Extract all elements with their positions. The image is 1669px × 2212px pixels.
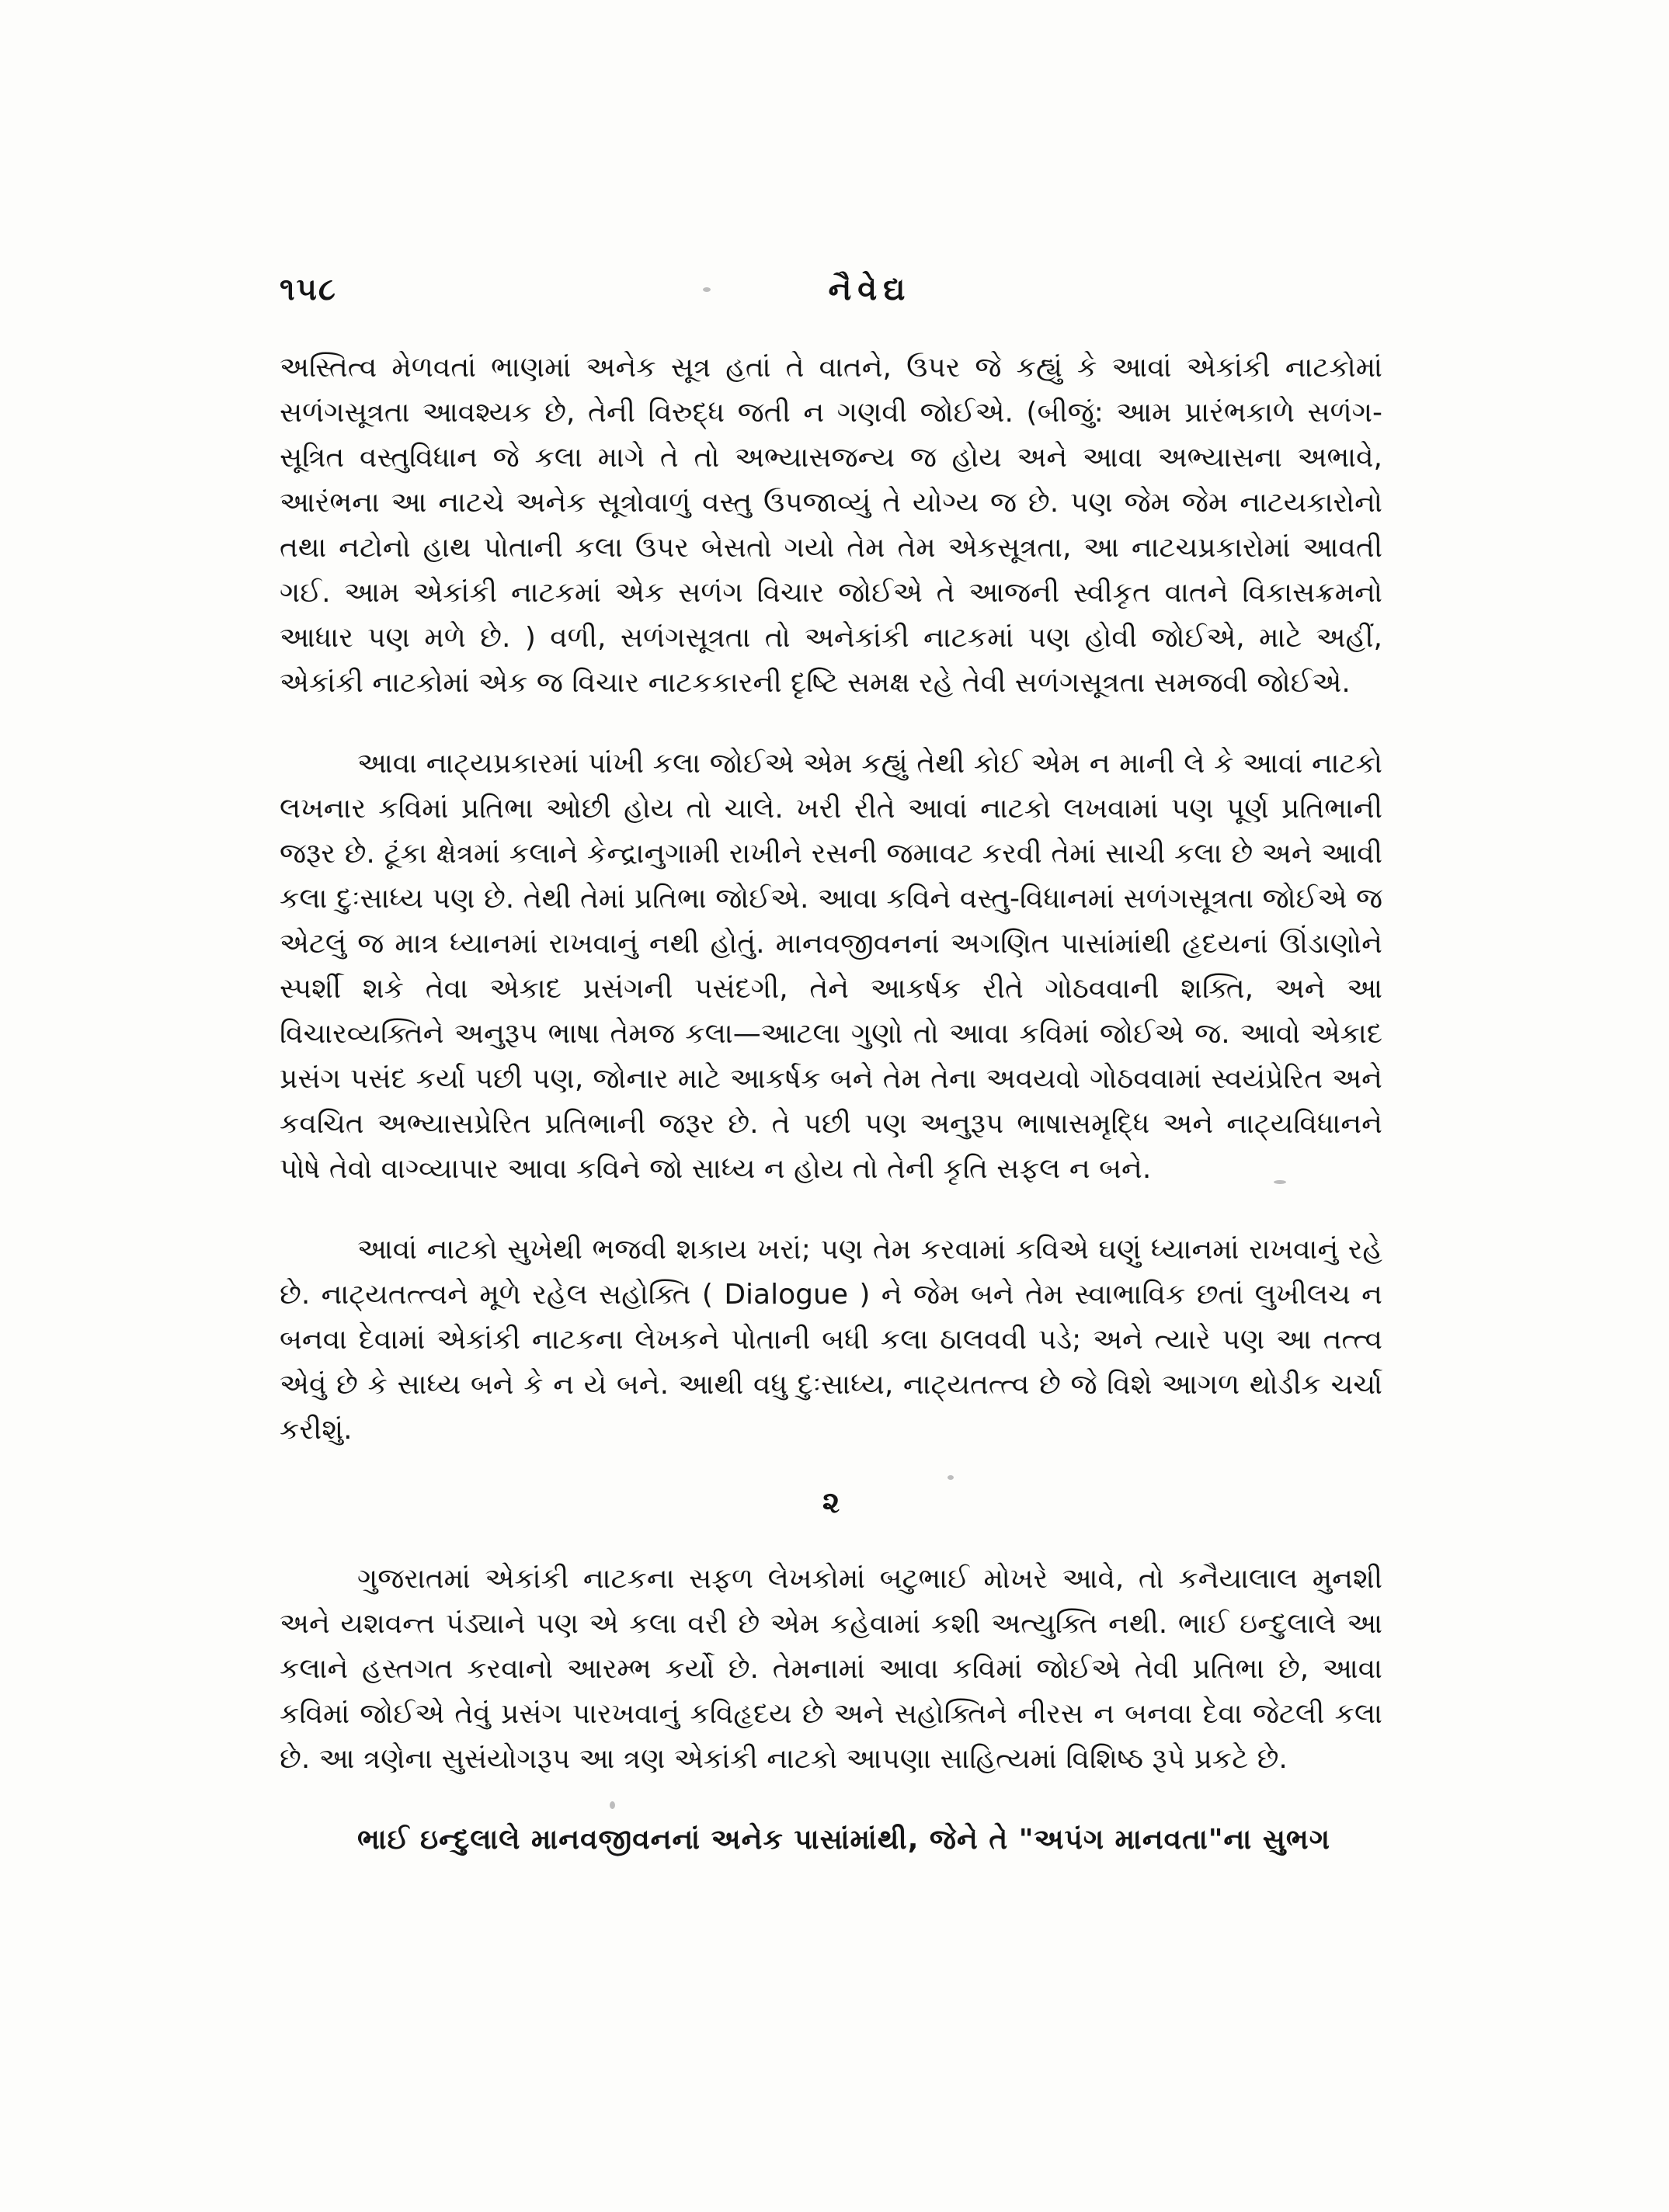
paragraph-1: અસ્તિત્વ મેળવતાં ભાણમાં અનેક સૂત્ર હતાં તે વાતને, ઉપર જે કહ્યું કે આવાં એકાંકી નાટકોમાં સળંગસૂત્રતા આવશ્યક છે, તેની વિરુદ્ધ જતી ન ગણવી જોઈએ. (બીજું: આમ પ્રારંભકાળે સળંગ-સૂત્રિત વસ્તુવિધાન જે કલા માગે તે તો અભ્યાસજન્ય જ હોય અને આવા અભ્યાસના અભાવે, આરંભના આ નાટચે અનેક સૂત્રોવાળું વસ્તુ ઉપજાવ્યું તે યોગ્ય જ છે. પણ જેમ જેમ નાટયકારોનો તથા નટોનો હાથ પોતાની કલા ઉપર બેસતો ગયો તેમ તેમ એકસૂત્રતા, આ નાટચપ્રકારોમાં આવતી ગઈ. આમ એકાંકી નાટકમાં એક સળંગ વિચાર જોઈએ તે આજની સ્વીકૃત વાતને વિકાસક્રમનો આધાર પણ મળે છે. ) વળી, સળંગસૂત્રતા તો અનેકાંકી નાટકમાં પણ હોવી જોઈએ, માટે અહીં, એકાંકી નાટકોમાં એક જ વિચાર નાટકકારની દૃષ્ટિ સમક્ષ રહે તેવી સળંગસૂત્રતા સમજવી જોઈએ.: [280, 352, 1382, 699]
running-head: [280, 272, 1367, 318]
scan-speck: [610, 1801, 615, 1809]
running-title: નૈવેદ્ય: [828, 272, 912, 307]
paragraph-3: આવાં નાટકો સુખેથી ભજવી શકાય ખરાં; પણ તેમ કરવામાં કવિએ ઘણું ધ્યાનમાં રાખવાનું રહે છે. નાટ્યતત્ત્વને મૂળે રહેલ સહોક્તિ ( Dialogue ) ને જેમ બને તેમ સ્વાભાવિક છતાં લુખીલચ ન બનવા દેવામાં એકાંકી નાટકના લેખકને પોતાની બધી કલા ઠાલવવી પડે; અને ત્યારે પણ આ તત્ત્વ એવું છે કે સાધ્ય બને કે ન યે બને. આથી વધુ દુઃસાધ્ય, નાટ્યતત્ત્વ છે જે વિશે આગળ થોડીક ચર્ચા કરીશું.: [280, 1234, 1382, 1446]
section-number: ૨: [822, 1485, 840, 1519]
paragraph-2: આવા નાટ્યપ્રકારમાં પાંખી કલા જોઈએ એમ કહ્યું તેથી કોઈ એમ ન માની લે કે આવાં નાટકો લખનાર કવિમાં પ્રતિભા ઓછી હોય તો ચાલે. ખરી રીતે આવાં નાટકો લખવામાં પણ પૂર્ણ પ્રતિભાની જરૂર છે. ટૂંકા ક્ષેત્રમાં કલાને કેન્દ્રાનુગામી રાખીને રસની જમાવટ કરવી તેમાં સાચી કલા છે અને આવી કલા દુઃસાધ્ય પણ છે. તેથી તેમાં પ્રતિભા જોઈએ. આવા કવિને વસ્તુ-વિધાનમાં સળંગસૂત્રતા જોઈએ જ એટલું જ માત્ર ધ્યાનમાં રાખવાનું નથી હોતું. માનવજીવનનાં અગણિત પાસાંમાંથી હૃદયનાં ઊંડાણોને સ્પર્શી શકે તેવા એકાદ પ્રસંગની પસંદગી, તેને આકર્ષક રીતે ગોઠવવાની શક્તિ, અને આ વિચારવ્યક્તિને અનુરૂપ ભાષા તેમજ કલા—આટલા ગુણો તો આવા કવિમાં જોઈએ જ. આવો એકાદ પ્રસંગ પસંદ કર્યા પછી પણ, જોનાર માટે આકર્ષક બને તેમ તેના અવયવો ગોઠવવામાં સ્વયંપ્રેરિત અને કવચિત અભ્યાસપ્રેરિત પ્રતિભાની જરૂર છે. તે પછી પણ અનુરૂપ ભાષાસમૃદ્ધિ અને નાટ્યવિધાનને પોષે તેવો વાગ્વ્યાપાર આવા કવિને જો સાધ્ય ન હોય તો તેની કૃતિ સફલ ન બને.: [280, 748, 1382, 1185]
paragraph-4: ગુજરાતમાં એકાંકી નાટકના સફળ લેખકોમાં બટુભાઈ મોખરે આવે, તો કનૈયાલાલ મુનશી અને યશવન્ત પંડ્યાને પણ એ કલા વરી છે એમ કહેવામાં કશી અત્યુક્તિ નથી. ભાઈ ઇન્દુલાલે આ કલાને હસ્તગત કરવાનો આરમ્ભ કર્યો છે. તેમનામાં આવા કવિમાં જોઈએ તેવી પ્રતિભા છે, આવા કવિમાં જોઈએ તેવું પ્રસંગ પારખવાનું કવિહૃદય છે અને સહોક્તિને નીરસ ન બનવા દેવા જેટલી કલા છે. આ ત્રણેના સુસંયોગરૂપ આ ત્રણ એકાંકી નાટકો આપણા સાહિત્યમાં વિશિષ્ઠ રૂપે પ્રકટે છે.: [280, 1563, 1382, 1775]
scan-speck: [703, 287, 711, 292]
scan-speck: [1274, 1180, 1286, 1184]
scan-speck: [948, 1475, 954, 1480]
body-text: [280, 346, 1382, 1898]
paragraph-5: ભાઈ ઇન્દુલાલે માનવજીવનનાં અનેક પાસાંમાંથી, જેને તે "અપંગ માનવતા"ના સુભગ: [357, 1824, 1330, 1856]
page-number: ૧૫૮: [280, 272, 337, 307]
